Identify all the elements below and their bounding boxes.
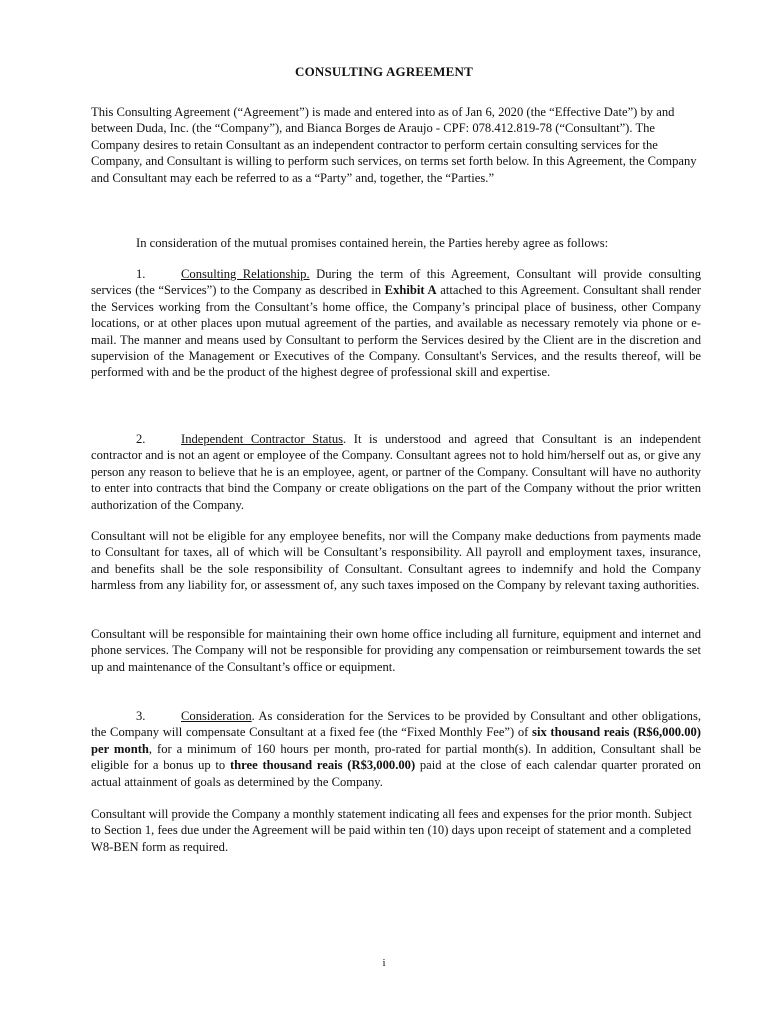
section-3-number: 3. [136,709,146,723]
section-3-paragraph [91,708,701,790]
consideration-intro-paragraph [91,235,701,251]
section-1-number: 1. [136,267,146,281]
section-3-statement-text: Consultant will provide the Company a monthly statement indicating all fees and expenses for the prior month. Subject to Section 1, fees due under the Agreement will be paid within ten (10) days upon receipt of statement and a completed W8-BEN form as required. [91,807,692,854]
section-3-heading: Consideration [181,709,252,723]
section-2-text: . It is understood and agreed that Consultant is an independent contractor and is not an agent or employee of the Company. Consultant agrees not to hold him/herself out as, or give any person any reason to believe that he is an employee, agent, or partner of the Company. Consultant will have no authority to enter into contracts that bind the Company or create obligations on the part of the Company without the prior written authorization of the Company. [91,432,702,512]
section-3-statement-paragraph [91,806,701,855]
section-2-heading: Independent Contractor Status [181,432,344,446]
section-1-text-a: During the term of this Agreement, Consultant will provide consulting services (the “Services”) to the Company as described in [91,267,701,298]
monthly-fee-amount: six thousand reais (R$6,000.00) per month [91,725,701,756]
consideration-intro-text: In consideration of the mutual promises contained herein, the Parties hereby agree as follows: [136,236,609,250]
section-2-benefits-paragraph [91,528,701,594]
intro-paragraph [91,104,701,186]
bonus-amount: three thousand reais (R$3,000.00) [229,758,416,773]
section-3-text-b: , for a minimum of 160 hours per month, pro-rated for partial month(s). In addition, Consultant shall be eligible for a bonus up to [91,741,702,773]
section-2-number: 2. [136,432,146,446]
page-number: i [382,957,386,969]
section-1-heading: Consulting Relationship. [181,267,310,281]
document-title: CONSULTING AGREEMENT [295,64,473,79]
intro-text: This Consulting Agreement (“Agreement”) is made and entered into as of Jan 6, 2020 (the “Effective Date”) by and between Duda, Inc. (the “Company”), and Bianca Borges de Araujo - CPF: 078.412.819-78 (“Consultant”). The Company desires to retain Consultant as an independent contractor to perform certain consulting services for the Company, and Consultant is willing to perform such services, on terms set forth below. In this Agreement, the Company and Consultant may each be referred to as a “Party” and, together, the “Parties.” [91,105,697,185]
section-3-text-a: . As consideration for the Services to be provided by Consultant and other obligations, the Company will compensate Consultant at a fixed fee (the “Fixed Monthly Fee”) of [91,709,701,740]
section-1-text-b: attached to this Agreement. Consultant shall render the Services working from the Consultant’s home office, the Company’s principal place of business, other Company locations, or at other places upon mutual agreement of the parties, and available as necessary remotely via phone or e-mail. The manner and means used by Consultant to perform the Services desired by the Client are in the discretion and supervision of the Management or Executives of the Company. Consultant's Services, and the results thereof, will be performed with and be the product of the highest degree of professional skill and expertise. [91,283,701,380]
section-2-office-text: Consultant will be responsible for maintaining their own home office including all furniture, equipment and internet and phone services. The Company will not be responsible for providing any compensation or reimbursement towards the set up and maintenance of the Consultant’s office or equipment. [91,627,701,674]
section-2-office-paragraph [91,626,701,675]
exhibit-a-reference: Exhibit A [384,283,437,298]
section-2-benefits-text: Consultant will not be eligible for any employee benefits, nor will the Company make deductions from payments made to Consultant for taxes, all of which will be Consultant’s responsibility. All payroll and employment taxes, insurance, and benefits shall be the sole responsibility of Consultant. Consultant agrees to indemnify and hold the Company harmless from any liability for, or assessment of, any such taxes imposed on the Company by relevant taxing authorities. [91,529,701,593]
section-2-paragraph [91,431,701,513]
section-3-text-c: paid at the close of each calendar quarter prorated on actual attainment of goals as determined by the Company. [91,758,701,789]
section-1-paragraph [91,266,701,381]
